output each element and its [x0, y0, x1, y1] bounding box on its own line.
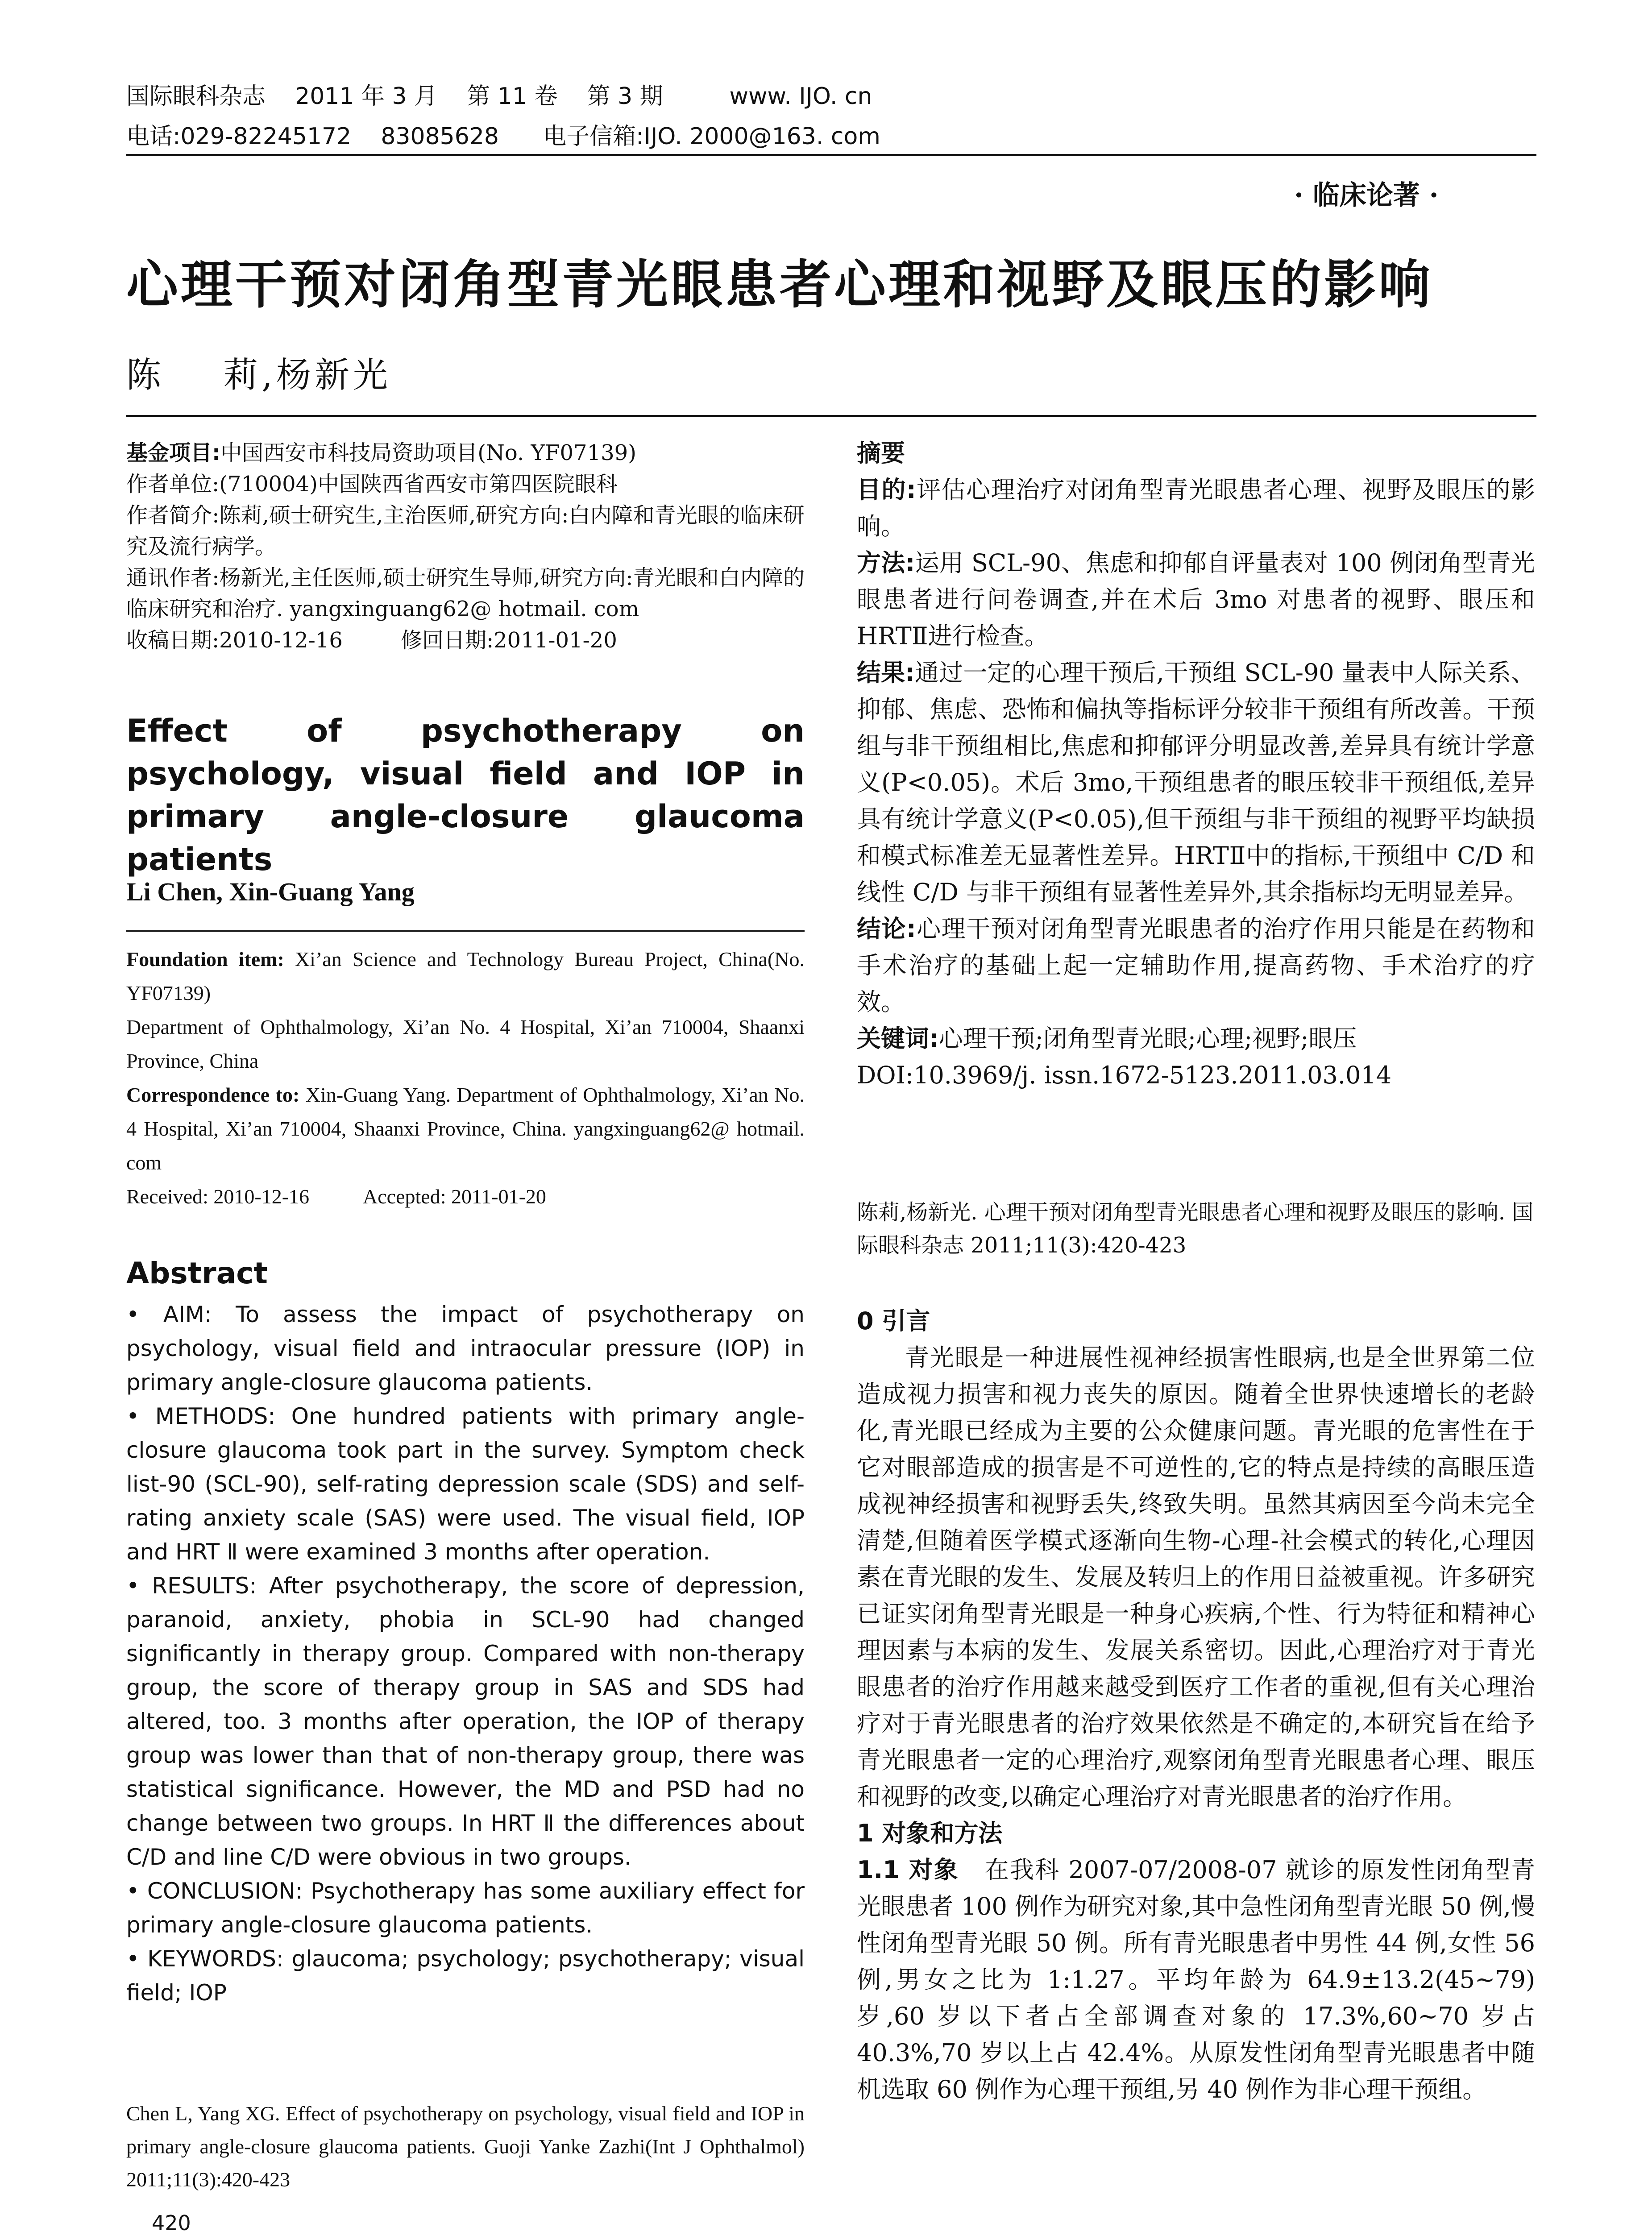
- methods-text-cn: 运用 SCL-90、焦虑和抑郁自评量表对 100 例闭角型青光眼患者进行问卷调查,并在术后 3mo 对患者的视野、眼压和 HRTⅡ进行检查。: [857, 549, 1535, 650]
- header-rule: [126, 154, 1536, 156]
- intro-heading: 0 引言: [857, 1307, 930, 1335]
- results-text-cn: 通过一定的心理干预后,干预组 SCL-90 量表中人际关系、抑郁、焦虑、恐怖和偏执等指标评分较非干预组有所改善。干预组与非干预组相比,焦虑和抑郁评分明显改善,差异具有统计学意义(P<0.05)。术后 3mo,干预组患者的眼压较非干预组低,差异具有统计学意义(P<0.05),但干预组与非干预组的视野平均缺损和模式标准差无显著性差异。HRTⅡ中的指标,干预组中 C/D 和线性 C/D 与非干预组有显著性差异外,其余指标均无明显差异。: [857, 659, 1535, 906]
- fund-label: 基金项目:: [126, 440, 221, 465]
- abstract-keywords: • KEYWORDS: glaucoma; psychology; psychotherapy; visual field; IOP: [126, 1946, 805, 2006]
- en-dates-line: [126, 1180, 805, 1214]
- correspondence-line: [126, 1078, 805, 1180]
- journal-header-line1: 国际眼科杂志 2011 年 3 月 第 11 卷 第 3 期 www. IJO. cn: [126, 83, 872, 110]
- bio-text: 陈莉,硕士研究生,主治医师,研究方向:白内障和青光眼的临床研究及流行病学。: [126, 503, 805, 559]
- subjects-text: 在我科 2007-07/2008-07 就诊的原发性闭角型青光眼患者 100 例作为研究对象,其中急性闭角型青光眼 50 例,慢性闭角型青光眼 50 例。所有青光眼患者中男性 44 例,女性 56 例,男女之比为 1:1.27。平均年龄为 64.9±13.2(45~79)岁,60 岁以下者占全部调查对象的 17.3%,60~70 岁占 40.3%,70 岁以上占 42.4%。从原发性闭角型青光眼患者中随机选取 60 例作为心理干预组,另 40 例作为非心理干预组。: [857, 1856, 1543, 2103]
- unit-text: (710004)中国陕西省西安市第四医院眼科: [219, 472, 618, 497]
- keywords-text-cn: 心理干预;闭角型青光眼;心理;视野;眼压: [938, 1024, 1357, 1053]
- english-authors: Li Chen, Xin-Guang Yang: [126, 877, 415, 906]
- foundation-label: Foundation item:: [126, 948, 284, 970]
- journal-header-line2: 电话:029-82245172 83085628 电子信箱:IJO. 2000@163. com: [126, 123, 880, 150]
- intro-paragraph: 青光眼是一种进展性视神经损害性眼病,也是全世界第二位造成视力损害和视力丧失的原因。随着全世界快速增长的老龄化,青光眼已经成为主要的公众健康问题。青光眼的危害性在于它对眼部造成的损害是不可逆性的,它的特点是持续的高眼压造成视神经损害和视野丢失,终致失明。虽然其病因至今尚未完全清楚,但随着医学模式逐渐向生物-心理-社会模式的转化,心理因素在青光眼的发生、发展及转归上的作用日益被重视。许多研究已证实闭角型青光眼是一种身心疾病,个性、行为特征和精神心理因素与本病的发生、发展关系密切。因此,心理治疗对于青光眼患者的治疗作用越来越受到医疗工作者的重视,但有关心理治疗对于青光眼患者的治疗效果依然是不确定的,本研究旨在给予青光眼患者一定的心理治疗,观察闭角型青光眼患者心理、眼压和视野的改变,以确定心理治疗对青光眼患者的治疗作用。: [857, 1344, 1535, 1811]
- bio-line: [126, 500, 805, 562]
- corr-label: 通讯作者:: [126, 565, 220, 590]
- corr-line: [126, 562, 805, 625]
- abstract-results: • RESULTS: After psychotherapy, the score of depression, paranoid, anxiety, phobia in SCL-90 had changed significantly in therapy group. Compared with non-therapy group, the score of therapy group in SAS and SDS had altered, too. 3 months after operation, the IOP of therapy group was lower than that of non-therapy group, there was statistical significance. However, the MD and PSD had no change between two groups. In HRT Ⅱ the differences about C/D and line C/D were obvious in two groups.: [126, 1573, 805, 1870]
- title-rule: [126, 415, 1536, 417]
- aim-text-cn: 评估心理治疗对闭角型青光眼患者心理、视野及眼压的影响。: [857, 476, 1535, 540]
- section-tag: · 临床论著 ·: [1294, 180, 1439, 211]
- subjects-label: 1.1 对象: [857, 1856, 959, 1884]
- doi: DOI:10.3969/j. issn.1672-5123.2011.03.014: [857, 1061, 1392, 1089]
- methods-heading: 1 对象和方法: [857, 1819, 1003, 1847]
- abstract-heading-cn: 摘要: [857, 439, 905, 467]
- abstract-aim: • AIM: To assess the impact of psychotherapy on psychology, visual field and intraocular pressure (IOP) in primary angle-closure glaucoma patients.: [126, 1302, 805, 1395]
- abstract-conclusion: • CONCLUSION: Psychotherapy has some auxiliary effect for primary angle-closure glaucoma patients.: [126, 1878, 805, 1938]
- corr-text: 杨新光,主任医师,硕士研究生导师,研究方向:青光眼和白内障的临床研究和治疗. yangxinguang62@ hotmail. com: [126, 565, 805, 622]
- results-label-cn: 结果:: [857, 659, 915, 687]
- abstract-cn-methods: [857, 545, 1535, 655]
- abstract-cn-keywords: [857, 1020, 1535, 1057]
- en-received: Received: 2010-12-16: [126, 1185, 310, 1208]
- english-title: Effect of psychotherapy on psychology, visual field and IOP in primary angle-closure glaucoma patients: [126, 713, 805, 878]
- abstract-heading-en: Abstract: [126, 1256, 268, 1290]
- article-info-en: [126, 942, 805, 1214]
- abstract-cn-aim: [857, 472, 1535, 545]
- conclusion-text-cn: 心理干预对闭角型青光眼患者的治疗作用只能是在药物和手术治疗的基础上起一定辅助作用,提高药物、手术治疗的疗效。: [857, 915, 1535, 1016]
- correspondence-label: Correspondence to:: [126, 1083, 300, 1106]
- abstract-en-body: [126, 1298, 805, 2010]
- keywords-label-cn: 关键词:: [857, 1024, 939, 1053]
- authors-cn: 陈 莉,杨新光: [126, 355, 391, 395]
- citation-en: [126, 2097, 805, 2196]
- article-info-cn: [126, 437, 805, 656]
- fund-text: 中国西安市科技局资助项目(No. YF07139): [220, 440, 636, 465]
- authors-rule: [126, 930, 805, 932]
- citation-cn-text: 陈莉,杨新光. 心理干预对闭角型青光眼患者心理和视野及眼压的影响. 国际眼科杂志 2011;11(3):420-423: [857, 1200, 1534, 1258]
- page-number: 420: [152, 2211, 191, 2231]
- en-accepted: Accepted: 2011-01-20: [363, 1185, 546, 1208]
- department-line: Department of Ophthalmology, Xi’an No. 4 Hospital, Xi’an 710004, Shaanxi Province, China: [126, 1016, 805, 1072]
- bio-label: 作者简介:: [126, 503, 220, 528]
- body-text: [857, 1303, 1543, 2108]
- citation-en-text: Chen L, Yang XG. Effect of psychotherapy on psychology, visual field and IOP in primary angle-closure glaucoma patients. Guoji Yanke Zazhi(Int J Ophthalmol) 2011;11(3):420-423: [126, 2102, 805, 2191]
- foundation-text: Xi’an Science and Technology Bureau Project, China(No. YF07139): [126, 948, 805, 1004]
- methods-label-cn: 方法:: [857, 549, 915, 577]
- abstract-cn: [857, 435, 1535, 1094]
- unit-line: [126, 469, 805, 500]
- foundation-line: [126, 942, 805, 1010]
- abstract-cn-conclusion: [857, 911, 1535, 1020]
- conclusion-label-cn: 结论:: [857, 915, 916, 943]
- received-date: 收稿日期:2010-12-16: [126, 628, 343, 653]
- abstract-methods: • METHODS: One hundred patients with primary angle-closure glaucoma took part in the survey. Symptom check list-90 (SCL-90), self-rating depression scale (SDS) and self-rating anxiety scale (SAS) were used. The visual field, IOP and HRT Ⅱ were examined 3 months after operation.: [126, 1403, 805, 1565]
- abstract-cn-results: [857, 655, 1535, 911]
- correspondence-text: Xin-Guang Yang. Department of Ophthalmology, Xi’an No. 4 Hospital, Xi’an 710004, Shaanxi Province, China. yangxinguang62@ hotmail. com: [126, 1083, 805, 1174]
- page-title: 心理干预对闭角型青光眼患者心理和视野及眼压的影响: [126, 255, 1433, 315]
- revised-date: 修回日期:2011-01-20: [400, 628, 617, 653]
- aim-label-cn: 目的:: [857, 476, 916, 504]
- fund-line: [126, 437, 805, 469]
- dates-line: [126, 625, 805, 656]
- subjects-paragraph: [857, 1852, 1543, 2108]
- unit-label: 作者单位:: [126, 472, 220, 497]
- citation-cn: [857, 1196, 1535, 1262]
